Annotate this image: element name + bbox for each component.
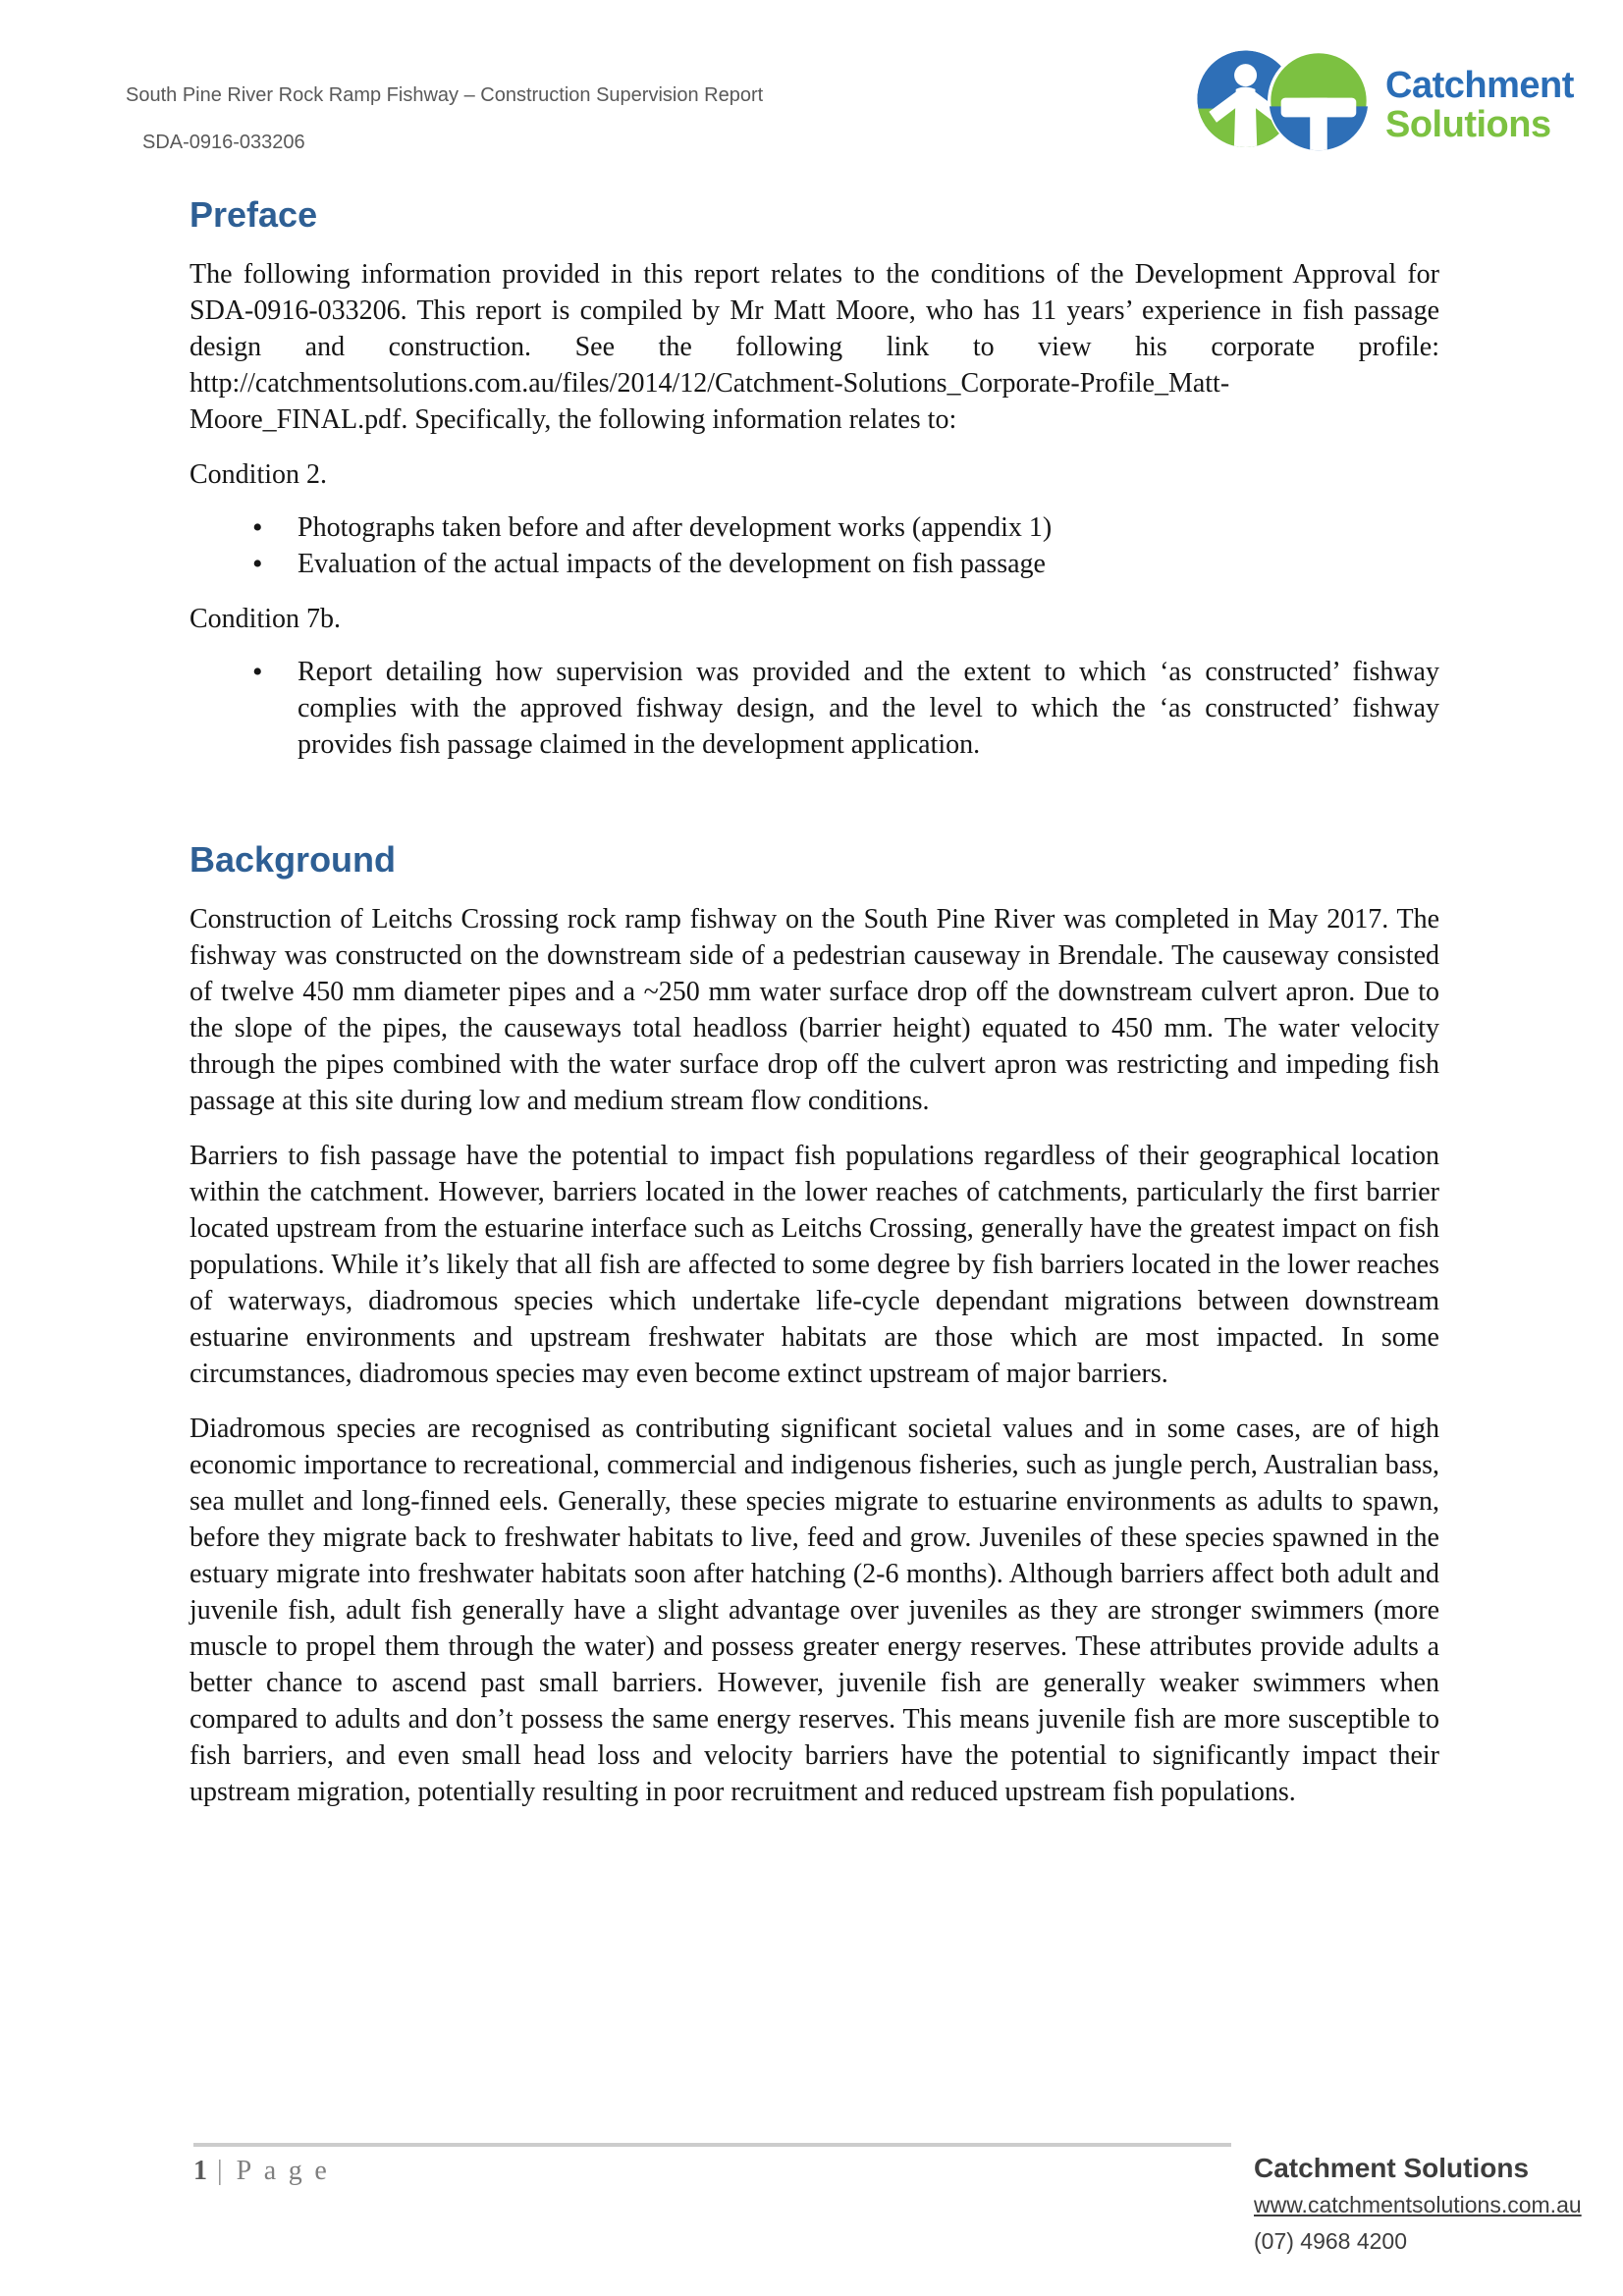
condition-2-label: Condition 2. xyxy=(189,459,328,490)
page-word: Page xyxy=(236,2156,340,2186)
logo-word-solutions: Solutions xyxy=(1385,103,1551,145)
footer-page-number xyxy=(193,2156,339,2187)
page-number: 1 xyxy=(193,2156,207,2186)
list-item: • Report detailing how supervision was provided and the extent to which ‘as constructed’ fishway complies with the approved fishway design, and the level to which the ‘as constructed’ fishway provides fish passage claimed in the development application. xyxy=(298,654,1439,763)
header-title: South Pine River Rock Ramp Fishway – Construction Supervision Report xyxy=(126,84,764,106)
list-item: • Evaluation of the actual impacts of the development on fish passage xyxy=(298,546,1439,582)
logo-word-catchment: Catchment xyxy=(1385,64,1574,106)
list-item: • Photographs taken before and after development works (appendix 1) xyxy=(298,509,1439,546)
footer-rule xyxy=(193,2143,1231,2147)
background-paragraph-3: Diadromous species are recognised as contributing significant societal values and in some cases, are of high economic importance to recreational, commercial and indigenous fisheries, such as jungle perch, Australian bass, sea mullet and long-finned eels. Generally, these species migrate to estuarine environments as adults to spawn, before they migrate back to freshwater habitats to live, feed and grow. Juveniles of these species spawned in the estuary migrate into freshwater habitats soon after hatching (2-6 months). Although barriers affect both adult and juvenile fish, adult fish generally have a slight advantage over juveniles as they are stronger swimmers (more muscle to propel them through the water) and possess greater energy reserves. These attributes provide adults a better chance to ascend past small barriers. However, juvenile fish are generally weaker swimmers when compared to adults and don’t possess the same energy reserves. This means juvenile fish are more susceptible to fish barriers, and even small head loss and velocity barriers have the potential to significantly impact their upstream migration, potentially resulting in poor recruitment and reduced upstream fish populations. xyxy=(189,1414,1439,1807)
background-paragraph-1: Construction of Leitchs Crossing rock ramp fishway on the South Pine River was completed in May 2017. The fishway was constructed on the downstream side of a pedestrian causeway in Brendale. The causeway consisted of twelve 450 mm diameter pipes and a ~250 mm water surface drop off the downstream culvert apron. Due to the slope of the pipes, the causeways total headloss (barrier height) equated to 450 mm. The water velocity through the pipes combined with the water surface drop off the culvert apron was restricting and impeding fish passage at this site during low and medium stream flow conditions. xyxy=(189,904,1439,1116)
footer-phone: (07) 4968 4200 xyxy=(1254,2228,1408,2254)
footer-org-name: Catchment Solutions xyxy=(1254,2153,1530,2183)
condition-7b-bullet-list xyxy=(189,654,1439,763)
preface-paragraph: The following information provided in this report relates to the conditions of the Development Approval for SDA-0916-033206. This report is compiled by Mr Matt Moore, who has 11 years’ experience in fish passage design and construction. See the following link to view his corporate profile: http://catchmentsolutions.com.au/files/2014/12/Catchment-Solutions_Corporate-Profile_Matt-Moore_FINAL.pdf. Specifically, the following information relates to: xyxy=(189,259,1439,435)
header-ref-number: SDA-0916-033206 xyxy=(142,132,305,153)
condition-7b-label: Condition 7b. xyxy=(189,604,342,634)
footer-website-link[interactable]: www.catchmentsolutions.com.au xyxy=(1254,2192,1582,2217)
page-number-separator: | xyxy=(217,2156,223,2186)
document-body xyxy=(189,0,1439,1810)
condition-2-bullet-list xyxy=(189,509,1439,582)
footer-contact-block xyxy=(1254,2152,1588,2256)
preface-heading: Preface xyxy=(189,194,318,235)
background-paragraph-2: Barriers to fish passage have the potential to impact fish populations regardless of their geographical location within the catchment. However, barriers located in the lower reaches of catchments, particularly the first barrier located upstream from the estuarine interface such as Leitchs Crossing, generally have the greatest impact on fish populations. While it’s likely that all fish are affected to some degree by fish barriers located in the lower reaches of waterways, diadromous species which undertake life-cycle dependant migrations between downstream estuarine environments and upstream freshwater habitats are those which are most impacted. In some circumstances, diadromous species may even become extinct upstream of major barriers. xyxy=(189,1141,1439,1389)
background-heading: Background xyxy=(189,839,397,880)
